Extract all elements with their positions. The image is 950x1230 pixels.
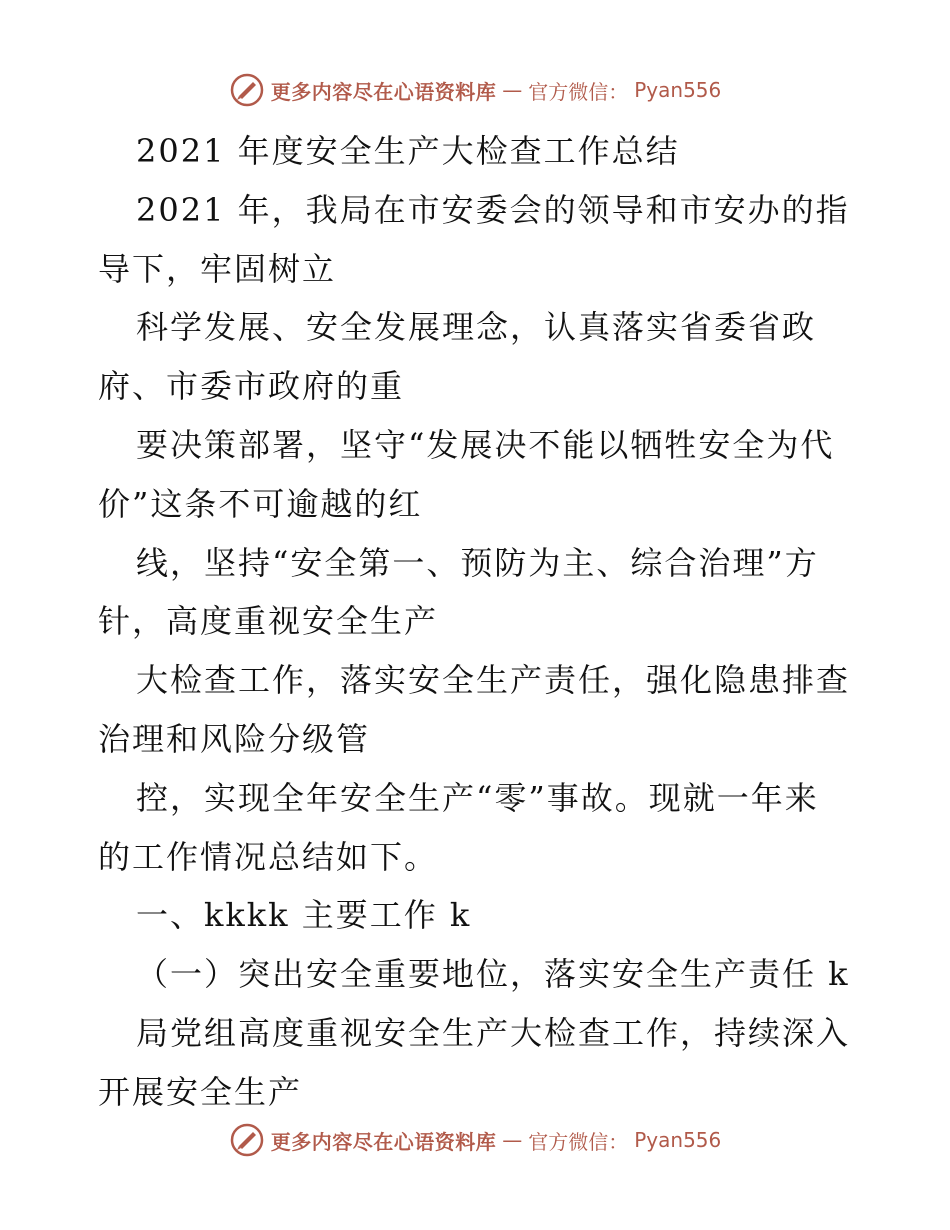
section-heading: 一、kkkk 主要工作 k bbox=[136, 896, 472, 935]
text-line: 府、市委市政府的重 bbox=[98, 367, 405, 406]
watermark-brand-text: 更多内容尽在心语资料库 bbox=[270, 79, 497, 104]
watermark-separator: — bbox=[502, 78, 523, 102]
text-line: 控，实现全年安全生产“零”事故。现就一年来 bbox=[136, 778, 819, 817]
text-line: 开展安全生产 bbox=[98, 1072, 303, 1111]
watermark-wechat-label: 官方微信： bbox=[528, 1129, 629, 1154]
watermark-separator: — bbox=[502, 1128, 523, 1152]
document-body bbox=[98, 122, 858, 1122]
subsection-heading: （一）突出安全重要地位，落实安全生产责任 k bbox=[136, 955, 850, 994]
text-line: 治理和风险分级管 bbox=[98, 719, 371, 758]
text-line: 局党组高度重视安全生产大检查工作，持续深入 bbox=[136, 1013, 851, 1052]
text-line: 的工作情况总结如下。 bbox=[98, 837, 439, 876]
pen-seal-icon bbox=[229, 72, 265, 108]
footer-watermark-banner bbox=[0, 1118, 950, 1162]
text-line: 导下，牢固树立 bbox=[98, 249, 337, 288]
text-line: 价”这条不可逾越的红 bbox=[98, 484, 423, 523]
text-line: 线，坚持“安全第一、预防为主、综合治理”方 bbox=[136, 543, 819, 582]
watermark-wechat-id: Pyan556 bbox=[634, 78, 722, 102]
text-line: 大检查工作，落实安全生产责任，强化隐患排查 bbox=[136, 661, 851, 700]
header-watermark-banner bbox=[0, 68, 950, 112]
text-line: 针，高度重视安全生产 bbox=[98, 602, 439, 641]
text-line: 2021 年，我局在市安委会的领导和市安办的指 bbox=[136, 190, 850, 229]
document-title: 2021 年度安全生产大检查工作总结 bbox=[136, 132, 680, 170]
text-line: 要决策部署，坚守“发展决不能以牺牲安全为代 bbox=[136, 425, 835, 464]
watermark-brand-text: 更多内容尽在心语资料库 bbox=[270, 1129, 497, 1154]
text-line: 科学发展、安全发展理念，认真落实省委省政 bbox=[136, 308, 817, 347]
pen-seal-icon bbox=[229, 1122, 265, 1158]
watermark-wechat-label: 官方微信： bbox=[528, 79, 629, 104]
watermark-wechat-id: Pyan556 bbox=[634, 1128, 722, 1152]
